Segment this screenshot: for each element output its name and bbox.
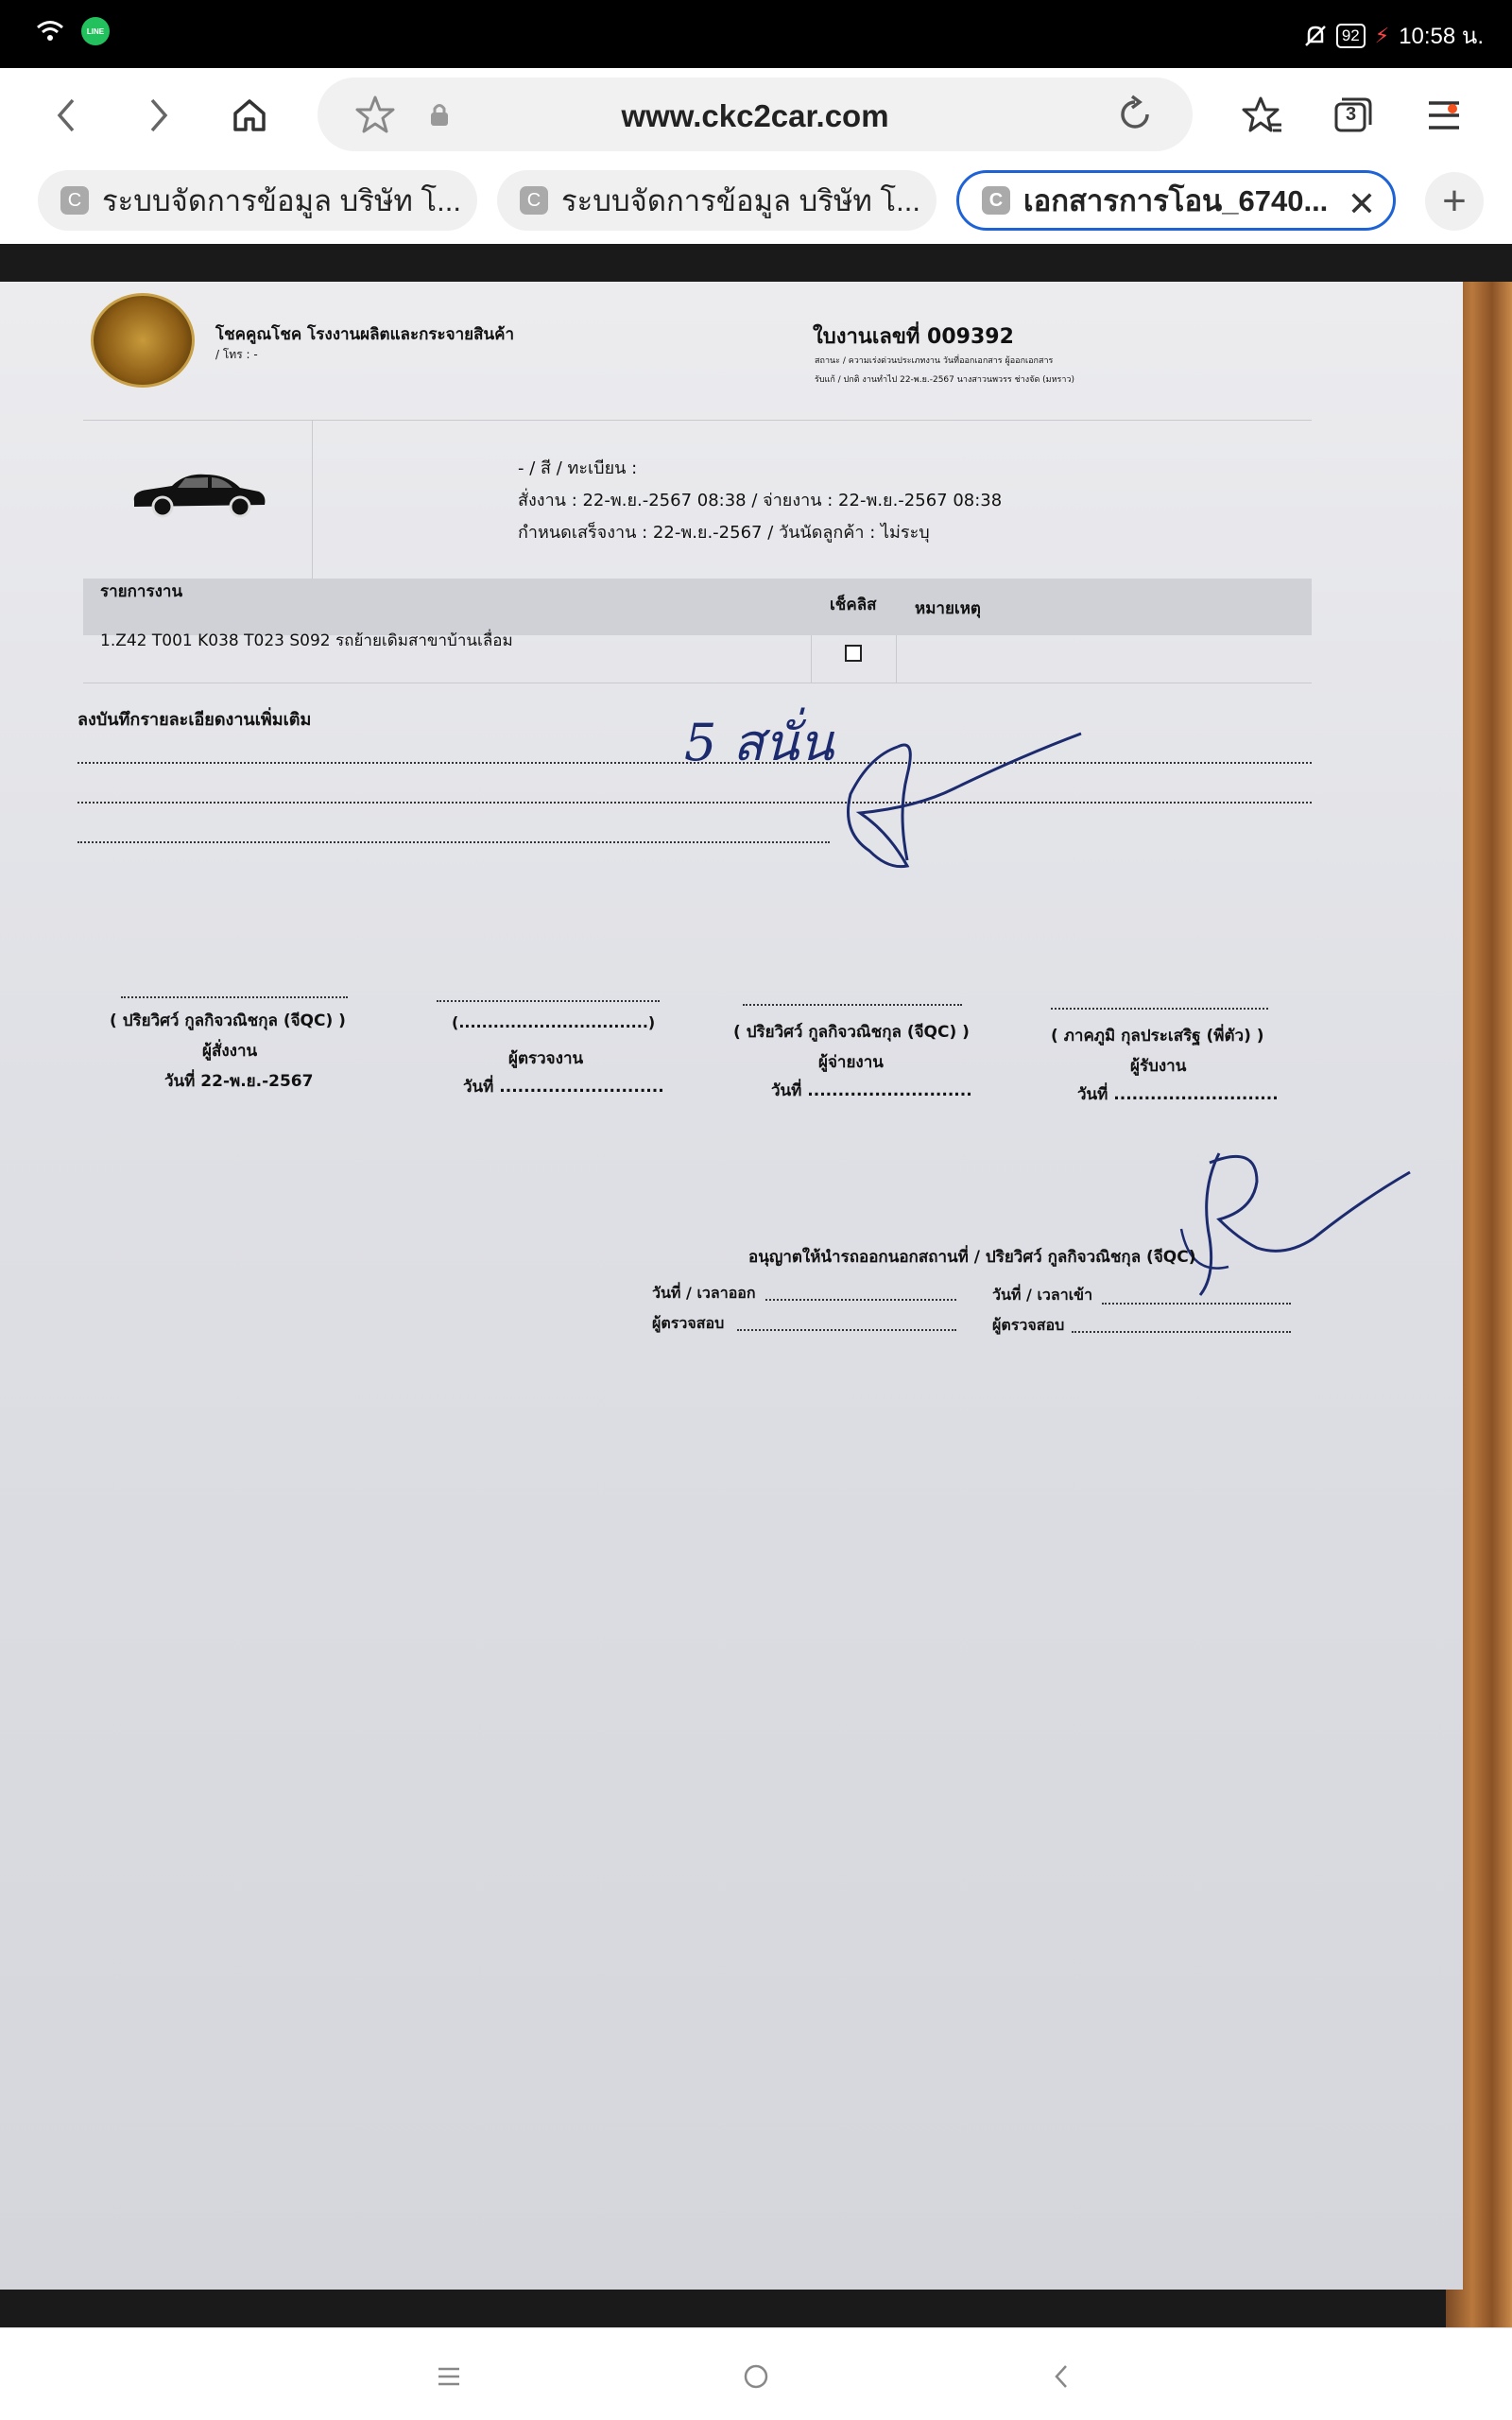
job-number: ใบงานเลขที่ 009392 [813, 325, 1014, 349]
back-icon[interactable] [42, 91, 91, 140]
sig4-line [1051, 1008, 1268, 1010]
sig2-date: วันที่ ........................... [463, 1078, 664, 1097]
exit-permit-line: อนุญาตให้นำรถออกนอกสถานที่ / ปริยวิศว์ กูลกิจวณิชกุล (จีQC) [748, 1248, 1196, 1267]
tab-label: ระบบจัดการข้อมูล บริษัท โ... [102, 184, 461, 217]
sig4-role: ผู้รับงาน [1130, 1057, 1187, 1076]
out-time-label: วันที่ / เวลาออก [652, 1284, 756, 1302]
extra-notes-label: ลงบันทึกรายละเอียดงานเพิ่มเติม [77, 710, 312, 730]
out-inspector-line [737, 1329, 956, 1331]
signature-scribble-2 [1162, 1134, 1418, 1305]
tab-switcher-icon[interactable] [1329, 91, 1378, 140]
menu-icon[interactable] [1419, 91, 1469, 140]
favicon-icon: C [60, 186, 89, 215]
tab-2[interactable] [497, 170, 936, 231]
line-app-icon: LINE [81, 17, 110, 45]
notification-dot [1448, 104, 1457, 113]
item-row-1: 1.Z42 T001 K038 T023 S092 รถย้ายเดิมสาขาบ้านเลื่อม [100, 631, 513, 650]
favicon-icon: C [982, 186, 1010, 215]
address-bar[interactable] [318, 78, 1193, 151]
sig3-role: ผู้จ่ายงาน [818, 1053, 884, 1072]
out-inspector-label: ผู้ตรวจสอบ [652, 1314, 725, 1332]
company-logo [91, 293, 195, 388]
in-time-label: วันที่ / เวลาเข้า [992, 1286, 1093, 1304]
notes-line-3 [77, 841, 830, 843]
tab-1[interactable] [38, 170, 477, 231]
tab-count: 3 [1346, 104, 1357, 125]
sig1-name: ( ปริยวิศว์ กูลกิจวณิชกุล (จีQC) ) [110, 1011, 346, 1030]
battery-level: 92 [1336, 24, 1366, 48]
checklist-checkbox [845, 645, 862, 662]
close-tab-icon[interactable]: ✕ [1347, 184, 1376, 223]
in-inspector-label: ผู้ตรวจสอบ [992, 1316, 1065, 1334]
tab-label: เอกสารการโอน_6740... [1023, 184, 1329, 217]
in-inspector-line [1072, 1331, 1291, 1333]
url-text[interactable]: www.ckc2car.com [621, 98, 889, 133]
sig3-name: ( ปริยวิศว์ กูลกิจวณิชกุล (จีQC) ) [733, 1023, 970, 1042]
items-table-header [83, 579, 1312, 635]
favicon-icon: C [520, 186, 548, 215]
forward-icon[interactable] [134, 91, 183, 140]
signature-scribble-1 [832, 718, 1096, 879]
job-meta-2: รับแก้ / ปกติ งานทำไป 22-พ.ย.-2567 นางสาวนพวรร ช่างจัด (มหราว) [815, 375, 1074, 385]
home-icon[interactable] [225, 91, 274, 140]
handwritten-note: 5 สนั่น [684, 713, 834, 772]
tab-strip [0, 163, 1512, 244]
in-time-line [1102, 1303, 1291, 1305]
clock: 10:58 น. [1399, 24, 1484, 49]
sig3-date: วันที่ ........................... [771, 1081, 972, 1100]
status-bar [0, 0, 1512, 68]
home-nav-icon[interactable] [732, 2353, 780, 2400]
system-nav-bar [0, 2327, 1512, 2420]
col-check-label: เช็คลิส [830, 596, 877, 614]
order-line: สั่งงาน : 22-พ.ย.-2567 08:38 / จ่ายงาน : 22-พ.ย.-2567 08:38 [518, 491, 1003, 510]
col-note-label: หมายเหตุ [915, 599, 981, 618]
sig2-role: ผู้ตรวจงาน [508, 1049, 584, 1068]
company-sub: / โทร : - [215, 348, 258, 361]
tab-3-active[interactable] [956, 170, 1396, 231]
sig3-line [743, 1004, 962, 1006]
charging-icon: ⚡ [1374, 23, 1390, 47]
col-items-label: รายการงาน [100, 582, 183, 601]
browser-toolbar [0, 68, 1512, 163]
vehicle-line: - / สี / ทะเบียน : [518, 458, 638, 478]
car-icon [129, 467, 268, 518]
sig1-line [121, 996, 348, 998]
favorites-icon[interactable] [1238, 91, 1287, 140]
tab-label: ระบบจัดการข้อมูล บริษัท โ... [561, 184, 920, 217]
new-tab-button[interactable]: + [1425, 172, 1484, 231]
sig2-name: (.................................) [452, 1013, 656, 1031]
sig4-name: ( ภาคภูมิ กุลประเสริฐ (พี่ตัว) ) [1051, 1027, 1264, 1046]
silent-bell-icon [1304, 24, 1327, 48]
sig4-date: วันที่ ........................... [1077, 1085, 1279, 1104]
back-nav-icon[interactable] [1038, 2353, 1085, 2400]
job-meta-1: สถานะ / ความเร่งด่วนประเภทงาน วันที่ออกเอกสาร ผู้ออกเอกสาร [815, 356, 1054, 366]
sig1-role: ผู้สั่งงาน [202, 1042, 258, 1061]
wifi-icon [36, 19, 64, 43]
sig2-line [437, 1000, 660, 1002]
recent-apps-icon[interactable] [425, 2353, 472, 2400]
sig1-date: วันที่ 22-พ.ย.-2567 [164, 1072, 314, 1091]
out-time-line [765, 1299, 956, 1301]
due-line: กำหนดเสร็จงาน : 22-พ.ย.-2567 / วันนัดลูกค้า : ไม่ระบุ [518, 523, 930, 543]
reload-icon[interactable] [1115, 95, 1155, 134]
company-name: โชคคูณโชค โรงงานผลิตและกระจายสินค้า [215, 325, 515, 344]
notes-line-2 [77, 802, 1312, 804]
